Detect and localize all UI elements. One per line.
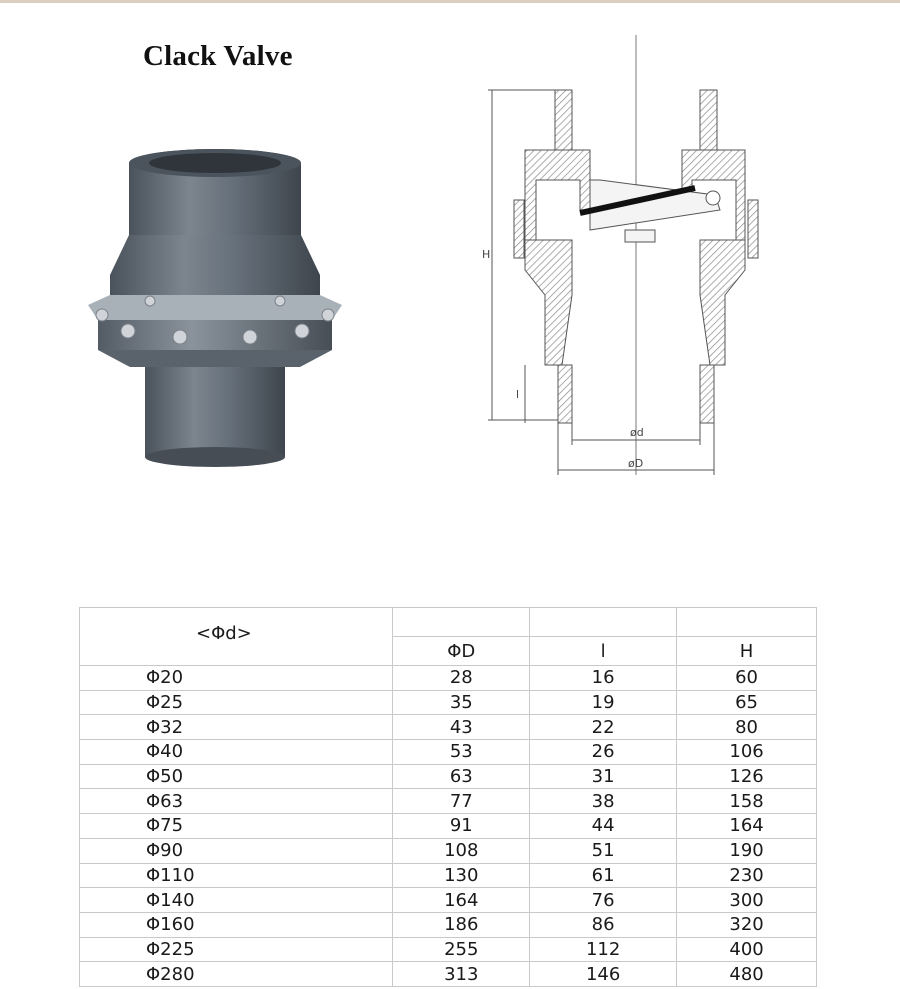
table-row <box>80 912 817 937</box>
table-row <box>80 789 817 814</box>
table-row <box>80 764 817 789</box>
valve-photo <box>70 135 360 480</box>
cell-h: 164 <box>677 814 817 839</box>
cell-l: 112 <box>530 937 677 962</box>
cell-h: 400 <box>677 937 817 962</box>
cell-d: Φ75 <box>80 814 393 839</box>
cell-d: Φ140 <box>80 888 393 913</box>
cell-d: Φ40 <box>80 740 393 765</box>
header-d: <Φd> <box>80 608 393 666</box>
cell-l: 51 <box>530 838 677 863</box>
page-title: Clack Valve <box>143 40 293 72</box>
cell-D: 77 <box>393 789 530 814</box>
cell-h: 190 <box>677 838 817 863</box>
table-row <box>80 715 817 740</box>
cell-D: 35 <box>393 690 530 715</box>
cell-l: 61 <box>530 863 677 888</box>
table-row <box>80 888 817 913</box>
cell-l: 86 <box>530 912 677 937</box>
cell-h: 126 <box>677 764 817 789</box>
cell-h: 80 <box>677 715 817 740</box>
cell-h: 65 <box>677 690 817 715</box>
cell-l: 22 <box>530 715 677 740</box>
cell-D: 186 <box>393 912 530 937</box>
cell-d: Φ225 <box>80 937 393 962</box>
cell-d: Φ50 <box>80 764 393 789</box>
top-rule <box>0 0 900 3</box>
cell-D: 91 <box>393 814 530 839</box>
cell-l: 31 <box>530 764 677 789</box>
header-l: l <box>530 637 677 666</box>
cell-l: 38 <box>530 789 677 814</box>
cross-section-diagram <box>470 30 800 480</box>
cell-d: Φ20 <box>80 666 393 691</box>
header-D: ΦD <box>393 637 530 666</box>
table-row <box>80 937 817 962</box>
cell-h: 60 <box>677 666 817 691</box>
cell-d: Φ63 <box>80 789 393 814</box>
cell-h: 230 <box>677 863 817 888</box>
cell-l: 44 <box>530 814 677 839</box>
cell-D: 313 <box>393 962 530 987</box>
cell-l: 146 <box>530 962 677 987</box>
cell-h: 106 <box>677 740 817 765</box>
cell-h: 480 <box>677 962 817 987</box>
table-row <box>80 838 817 863</box>
cell-d: Φ280 <box>80 962 393 987</box>
cell-D: 28 <box>393 666 530 691</box>
cell-h: 320 <box>677 912 817 937</box>
header-row-top <box>80 608 817 637</box>
table-row <box>80 690 817 715</box>
cell-l: 16 <box>530 666 677 691</box>
cell-d: Φ160 <box>80 912 393 937</box>
cell-l: 19 <box>530 690 677 715</box>
cell-l: 76 <box>530 888 677 913</box>
inner-dia-label: ød <box>630 426 644 439</box>
cell-d: Φ110 <box>80 863 393 888</box>
cell-D: 164 <box>393 888 530 913</box>
cell-D: 130 <box>393 863 530 888</box>
cell-D: 43 <box>393 715 530 740</box>
table-row <box>80 814 817 839</box>
cell-D: 108 <box>393 838 530 863</box>
cell-d: Φ90 <box>80 838 393 863</box>
cell-h: 300 <box>677 888 817 913</box>
table-row <box>80 863 817 888</box>
table-row <box>80 740 817 765</box>
outer-dia-label: øD <box>628 457 644 470</box>
table-row <box>80 666 817 691</box>
cell-d: Φ25 <box>80 690 393 715</box>
cell-D: 63 <box>393 764 530 789</box>
height-label: H <box>482 248 491 261</box>
cell-h: 158 <box>677 789 817 814</box>
cell-d: Φ32 <box>80 715 393 740</box>
cell-D: 255 <box>393 937 530 962</box>
cell-D: 53 <box>393 740 530 765</box>
insertion-label: l <box>516 388 520 401</box>
header-h: H <box>677 637 817 666</box>
table-row <box>80 962 817 987</box>
cell-l: 26 <box>530 740 677 765</box>
spec-table <box>79 607 817 987</box>
